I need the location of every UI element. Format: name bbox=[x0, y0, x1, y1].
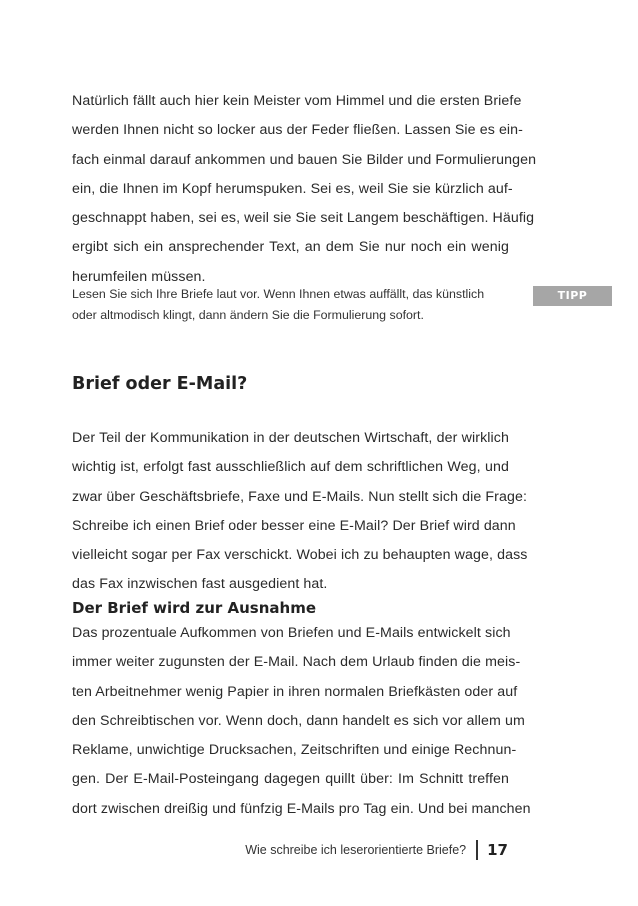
tip-text bbox=[72, 284, 509, 326]
page-number: 17 bbox=[487, 841, 508, 859]
text-line: ten Arbeitnehmer wenig Papier in ihren normalen Briefkästen oder auf bbox=[72, 683, 518, 700]
text-line: das Fax inzwischen fast ausgedient hat. bbox=[72, 576, 328, 593]
text-line: Schreibe ich einen Brief oder besser eine E-Mail? Der Brief wird dann bbox=[72, 517, 516, 534]
text-line: Der Teil der Kommunikation in der deutschen Wirtschaft, der wirklich bbox=[72, 430, 509, 446]
text-line: geschnappt haben, sei es, weil sie Sie seit Langem beschäftigen. Häufig bbox=[72, 210, 535, 227]
tip-line: Lesen Sie sich Ihre Briefe laut vor. Wenn Ihnen etwas auffällt, das künstlich bbox=[72, 287, 485, 301]
text-line: Das prozentuale Aufkommen von Briefen und E-Mails entwickelt sich bbox=[72, 625, 511, 641]
text-line: wichtig ist, erfolgt fast ausschließlich auf dem schriftlichen Weg, und bbox=[72, 459, 509, 476]
text-line: fach einmal darauf ankommen und bauen Sie Bilder und Formulierungen bbox=[72, 151, 537, 168]
text-line: ein, die Ihnen im Kopf herumspuken. Sei es, weil Sie sie kürzlich auf- bbox=[72, 180, 513, 197]
section-paragraph bbox=[72, 424, 528, 600]
subsection-paragraph bbox=[72, 619, 531, 824]
text-line: Natürlich fällt auch hier kein Meister vom Himmel und die ersten Briefe bbox=[72, 93, 522, 109]
text-line: Reklame, unwichtige Drucksachen, Zeitschriften und einige Rechnun- bbox=[72, 742, 517, 759]
text-line: werden Ihnen nicht so locker aus der Feder fließen. Lassen Sie es ein- bbox=[72, 122, 523, 139]
tip-badge: TIPP bbox=[533, 286, 612, 306]
tip-line: oder altmodisch klingt, dann ändern Sie die Formulierung sofort. bbox=[72, 308, 424, 322]
text-line: den Schreibtischen vor. Wenn doch, dann handelt es sich vor allem um bbox=[72, 712, 525, 729]
text-line: gen. Der E-Mail-Posteingang dagegen quillt über: Im Schnitt treffen bbox=[72, 771, 509, 788]
text-line: ergibt sich ein ansprechender Text, an dem Sie nur noch ein wenig bbox=[72, 239, 509, 256]
text-line: dort zwischen dreißig und fünfzig E-Mails pro Tag ein. Und bei manchen bbox=[72, 800, 531, 817]
text-line: herumfeilen müssen. bbox=[72, 268, 206, 285]
page-footer bbox=[245, 838, 508, 862]
footer-divider bbox=[476, 840, 478, 860]
text-line: zwar über Geschäftsbriefe, Faxe und E-Mails. Nun stellt sich die Frage: bbox=[72, 488, 527, 505]
running-title: Wie schreibe ich leserorientierte Briefe? bbox=[245, 843, 467, 857]
section-heading: Brief oder E-Mail? bbox=[72, 374, 248, 394]
subsection-heading: Der Brief wird zur Ausnahme bbox=[72, 599, 317, 617]
text-line: vielleicht sogar per Fax verschickt. Wobei ich zu behaupten wage, dass bbox=[72, 547, 528, 564]
intro-paragraph bbox=[72, 87, 537, 292]
text-line: immer weiter zugunsten der E-Mail. Nach dem Urlaub finden die meis- bbox=[72, 654, 521, 671]
